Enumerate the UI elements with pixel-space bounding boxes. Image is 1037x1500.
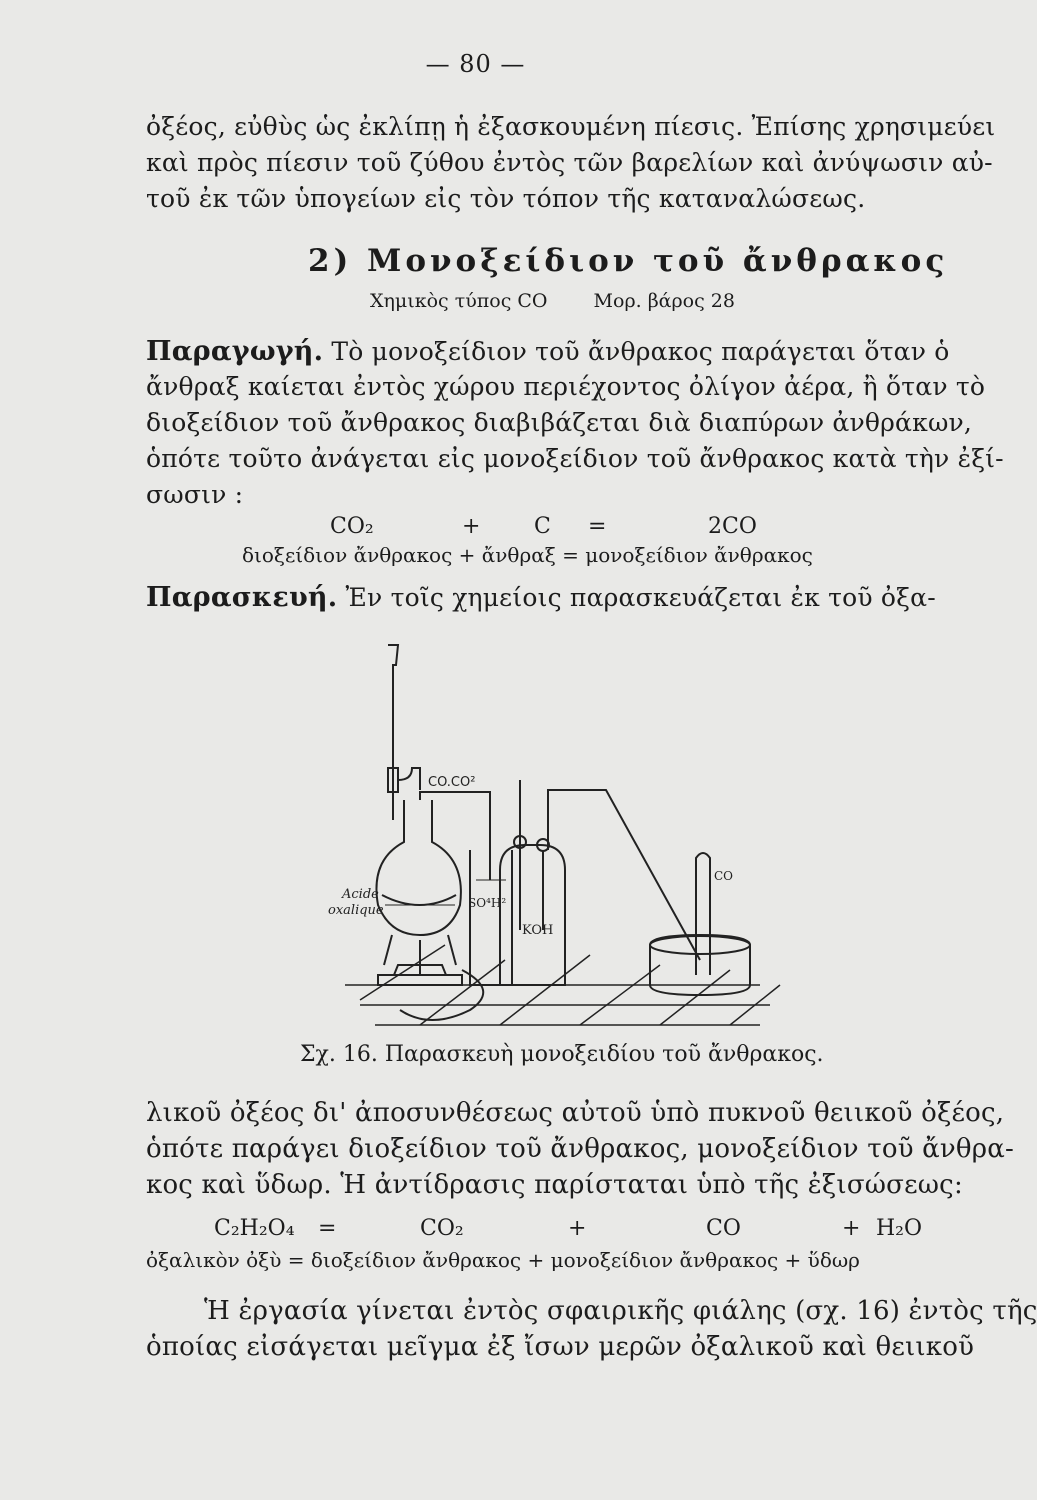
figure-caption: Σχ. 16. Παρασκευὴ μονοξειδίου τοῦ ἄνθρακος. xyxy=(300,1042,824,1067)
eq2-oxalic: C₂H₂O₄ xyxy=(214,1216,295,1241)
water-trough xyxy=(650,935,750,995)
eq2-plus-2: + xyxy=(842,1216,861,1241)
eq1-plus: + xyxy=(462,514,481,539)
final-line-1: Ἡ ἐργασία γίνεται ἐντὸς σφαιρικῆς φιάλης (σχ. 16) ἐντὸς τῆς xyxy=(204,1296,1037,1326)
eq1-2co: 2CO xyxy=(708,514,757,539)
final-line-2: ὁποίας εἰσάγεται μεῖγμα ἐξ ἴσων μερῶν ὀξαλικοῦ καὶ θειικοῦ xyxy=(146,1332,975,1362)
page-number: — 80 — xyxy=(425,50,526,78)
label-so4h2: SO⁴H² xyxy=(468,896,507,910)
eq2-plus-1: + xyxy=(568,1216,587,1241)
intro-line-2: καὶ πρὸς πίεσιν τοῦ ζύθου ἐντὸς τῶν βαρελίων καὶ ἀνύψωσιν αὐ- xyxy=(146,148,993,177)
production-line-3: διοξείδιον τοῦ ἄνθρακος διαβιβάζεται διὰ διαπύρων ἀνθράκων, xyxy=(146,408,973,437)
label-co-co2: CO.CO² xyxy=(428,775,476,790)
production-label: Παραγωγή. xyxy=(146,336,324,367)
chemical-formula: Χημικὸς τύπος CO xyxy=(370,290,548,312)
preparation-text: Ἐν τοῖς χημείοις παρασκευάζεται ἐκ τοῦ ὀξα- xyxy=(345,583,936,612)
eq1-equals: = xyxy=(588,514,607,539)
label-koh: KOH xyxy=(522,923,554,938)
label-oxalique: oxalique xyxy=(328,903,384,918)
lower-line-3: κος καὶ ὕδωρ. Ἡ ἀντίδρασις παρίσταται ὑπὸ τῆς ἐξισώσεως: xyxy=(146,1170,963,1200)
lower-line-1: λικοῦ ὀξέος δι' ἀποσυνθέσεως αὐτοῦ ὑπὸ πυκνοῦ θειικοῦ ὀξέος, xyxy=(146,1098,1005,1128)
intro-line-1: ὀξέος, εὐθὺς ὡς ἐκλίπῃ ἡ ἐξασκουμένη πίεσις. Ἐπίσης χρησιμεύει xyxy=(146,112,996,141)
production-line-5: σωσιν : xyxy=(146,480,244,509)
eq2-co2: CO₂ xyxy=(420,1216,464,1241)
eq2-water: H₂O xyxy=(876,1216,923,1241)
eq1-c: C xyxy=(534,514,551,539)
lower-line-2: ὁπότε παράγει διοξείδιον τοῦ ἄνθρακος, μονοξείδιον τοῦ ἄνθρα- xyxy=(146,1134,1015,1164)
section-heading: 2) Μονοξείδιον τοῦ ἄνθρακος xyxy=(308,243,949,279)
intro-line-3: τοῦ ἐκ τῶν ὑπογείων εἰς τὸν τόπον τῆς καταναλώσεως. xyxy=(146,184,866,213)
label-acide: Acide xyxy=(342,887,379,902)
koh-jar xyxy=(500,845,565,985)
burner-stand xyxy=(384,935,456,975)
molecular-weight: Μορ. βάρος 28 xyxy=(593,290,735,312)
eq1-co2: CO₂ xyxy=(330,514,374,539)
round-flask xyxy=(376,800,460,935)
eq1-words: διοξείδιον ἄνθρακος + ἄνθραξ = μονοξείδιον ἄνθρακος xyxy=(242,543,813,567)
eq2-words: ὀξαλικὸν ὀξὺ = διοξείδιον ἄνθρακος + μονοξείδιον ἄνθρακος + ὕδωρ xyxy=(146,1248,860,1272)
label-co: CO xyxy=(714,869,734,883)
preparation-label: Παρασκευή. xyxy=(146,582,338,613)
eq2-co: CO xyxy=(706,1216,741,1241)
production-line-4: ὁπότε τοῦτο ἀνάγεται εἰς μονοξείδιον τοῦ ἄνθρακος κατὰ τὴν ἐξί- xyxy=(146,444,1004,473)
production-text-1: Τὸ μονοξείδιον τοῦ ἄνθρακος παράγεται ὅταν ὁ xyxy=(331,337,950,366)
eq2-equals: = xyxy=(318,1216,337,1241)
production-line-2: ἄνθραξ καίεται ἐντὸς χώρου περιέχοντος ὀλίγον ἀέρα, ἢ ὅταν τὸ xyxy=(146,372,986,401)
